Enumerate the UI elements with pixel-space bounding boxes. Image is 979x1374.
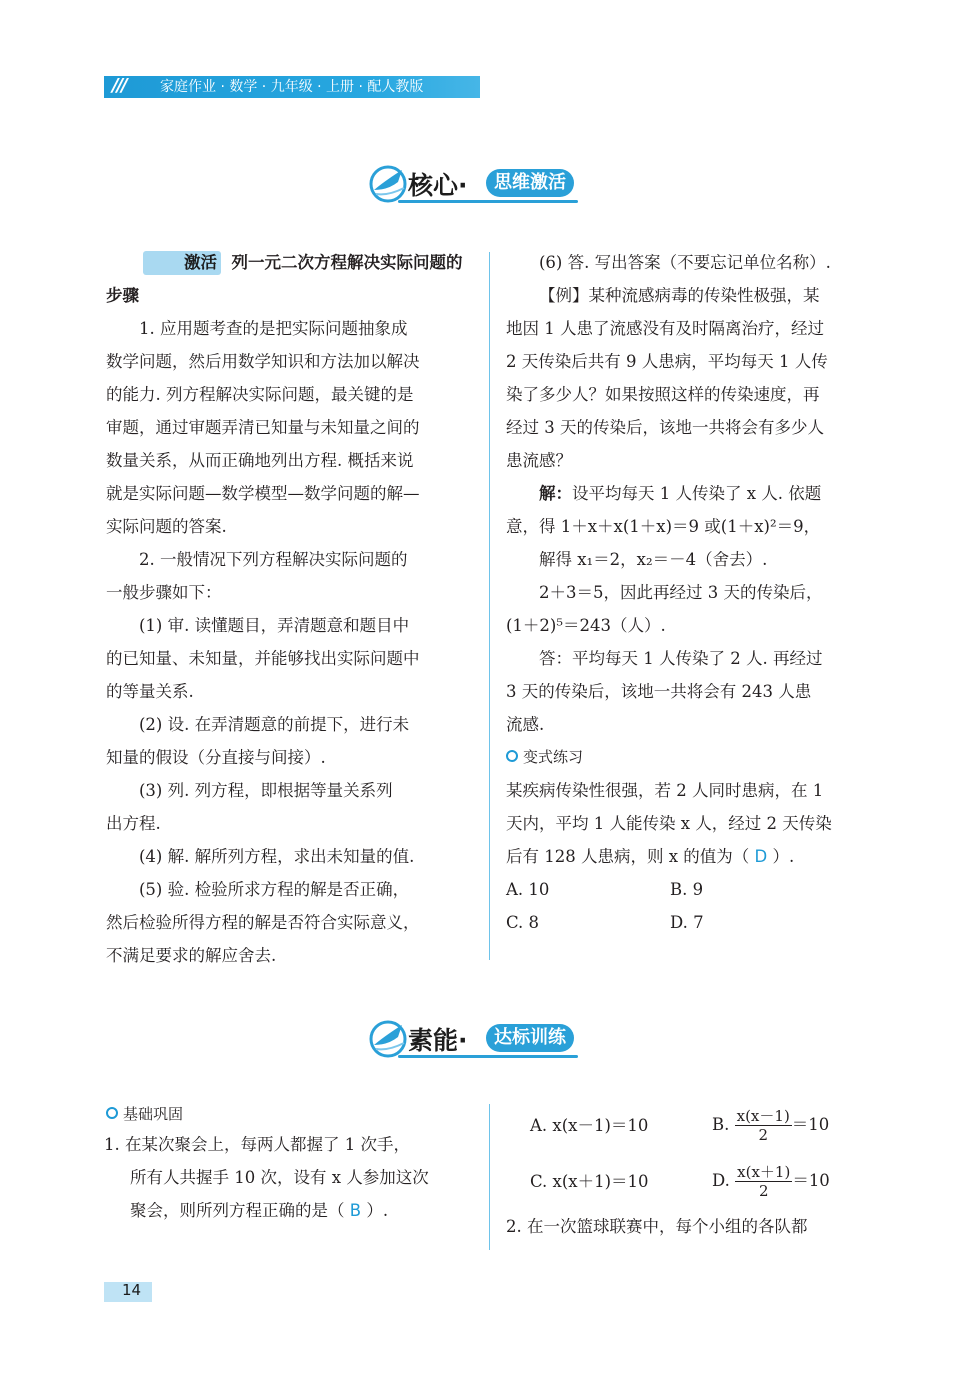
practice-text: 后有 128 人患病，则 x 的值为（ [506,847,750,866]
left-line: (1) 审. 读懂题目，弄清题意和题目中 [139,616,410,635]
example-line: 患流感？ [506,451,572,470]
solution-line [506,477,878,510]
left-heading-line1 [106,246,476,279]
left-heading-text: 列一元二次方程解决实际问题的 [231,253,463,272]
example-line: 经过 3 天的传染后，该地一共将会有多少人 [506,418,824,437]
section-title-pill: 思维激活 [486,169,574,197]
solution-line: (1＋2)⁵＝243（人）. [506,616,666,635]
header-banner [104,76,480,98]
left-column [106,246,476,972]
left-line: 就是实际问题—数学模型—数学问题的解— [106,484,420,503]
fraction [735,1107,792,1144]
practice-answer: D [754,847,768,866]
practice-line [506,840,878,873]
example-line: 染了多少人？如果按照这样的传染速度，再 [506,385,820,404]
left-line: 的能力. 列方程解决实际问题，最关键的是 [106,385,414,404]
section-underline [398,200,578,203]
left-line: 然后检验所得方程的解是否符合实际意义， [106,913,420,932]
practice-options-row [506,906,878,939]
left-line: 数量关系，从而正确地列出方程. 概括来说 [106,451,414,470]
answer-line: 流感. [506,715,545,734]
answer-line: 答：平均每天 1 人传染了 2 人. 再经过 [539,649,823,668]
q1-option-b [712,1102,829,1148]
question-text: 聚会，则所列方程正确的是（ [130,1201,345,1220]
left-line: 不满足要求的解应舍去. [106,946,277,965]
left-line: 审题，通过审题弄清已知量与未知量之间的 [106,418,420,437]
question-line: 1. 在某次聚会上，每两人都握了 1 次手， [104,1135,410,1154]
left-line: 实际问题的答案. [106,517,227,536]
practice-line: 某疾病传染性很强，若 2 人同时患病，在 1 [506,781,824,800]
q1-option-d [712,1158,830,1204]
fraction-numerator: x(x＋1) [737,1163,791,1181]
left-line: 数学问题，然后用数学知识和方法加以解决 [106,352,420,371]
practice-text-end: ）. [772,847,795,866]
banner-text: 家庭作业 · 数学 · 九年级 · 上册 · 配人教版 [160,79,424,95]
left-line: (3) 列. 列方程，即根据等量关系列 [139,781,393,800]
fraction [735,1163,792,1200]
left-line: 一般步骤如下： [106,583,222,602]
basic-heading [106,1102,183,1126]
section-title-ability [368,1015,628,1061]
answer-line: 3 天的传染后，该地一共将会有 243 人患 [506,682,812,701]
section-title-main: 素能· [408,1026,468,1055]
question-line [104,1194,480,1227]
practice-line: 天内，平均 1 人能传染 x 人，经过 2 天传染 [506,814,832,833]
banner-slashes: /// [112,75,126,96]
left-heading-line2: 步骤 [106,286,139,305]
question-line: 所有人共握手 10 次，设有 x 人参加这次 [130,1168,429,1187]
left-line: (5) 验. 检验所求方程的解是否正确， [139,880,410,899]
left-line: (4) 解. 解所列方程，求出未知量的值. [139,847,415,866]
left-line: 出方程. [106,814,161,833]
question-1-answer: B [349,1201,362,1220]
column-divider [489,252,490,960]
q1-option-d-label: D. [712,1171,730,1190]
left-line: 1. 应用题考查的是把实际问题抽象成 [139,319,408,338]
q1-option-b-rhs: ＝10 [791,1115,830,1134]
activate-tag: 激活 [143,251,221,275]
section-title-pill: 达标训练 [486,1024,574,1052]
right-column [506,246,878,939]
circle-bullet-icon [106,1107,118,1119]
question-1 [104,1128,480,1227]
practice-option-b: B. 9 [670,880,704,899]
section-underline [398,1055,578,1058]
q1-option-c: C. x(x＋1)＝10 [530,1172,649,1191]
fraction-denominator: 2 [758,1182,769,1200]
fraction-denominator: 2 [758,1126,768,1144]
q1-option-a: A. x(x－1)＝10 [530,1116,649,1135]
solution-line: 意，得 1＋x＋x(1＋x)＝9 或(1＋x)²＝9， [506,517,821,536]
fraction-numerator: x(x－1) [736,1107,790,1125]
question-2: 2. 在一次篮球联赛中，每个小组的各队都 [506,1217,808,1236]
example-line: 【例】某种流感病毒的传染性极强，某 [539,286,820,305]
left-line: 的已知量、未知量，并能够找出实际问题中 [106,649,420,668]
solution-line: 解得 x₁＝2，x₂＝－4（舍去）. [539,550,768,569]
practice-option-c: C. 8 [506,913,540,932]
practice-option-d: D. 7 [670,913,704,932]
practice-option-a: A. 10 [506,880,550,899]
solution-line: 2＋3＝5，因此再经过 3 天的传染后， [539,583,823,602]
practice-title: 变式练习 [523,748,584,766]
q1-option-d-rhs: ＝10 [792,1171,830,1190]
right-line: (6) 答. 写出答案（不要忘记单位名称）. [539,253,831,272]
example-line: 地因 1 人患了流感没有及时隔离治疗，经过 [506,319,824,338]
solution-label: 解： [539,484,572,503]
solution-text: 设平均每天 1 人传染了 x 人. 依题 [572,484,822,503]
page-number: 14 [122,1281,142,1299]
section-title-core [368,160,628,206]
left-line: 的等量关系. [106,682,194,701]
left-line: 2. 一般情况下列方程解决实际问题的 [139,550,408,569]
section-title-main: 核心· [408,171,468,200]
question-text-end: ）. [366,1201,389,1220]
practice-heading [506,741,878,774]
left-line: (2) 设. 在弄清题意的前提下，进行未 [139,715,410,734]
circle-bullet-icon [506,750,518,762]
left-line: 知量的假设（分直接与间接）. [106,748,326,767]
basic-title: 基础巩固 [123,1105,184,1123]
practice-options-row [506,873,878,906]
example-line: 2 天传染后共有 9 人患病，平均每天 1 人传 [506,352,828,371]
q1-option-b-label: B. [712,1115,730,1134]
column-divider [489,1104,490,1250]
